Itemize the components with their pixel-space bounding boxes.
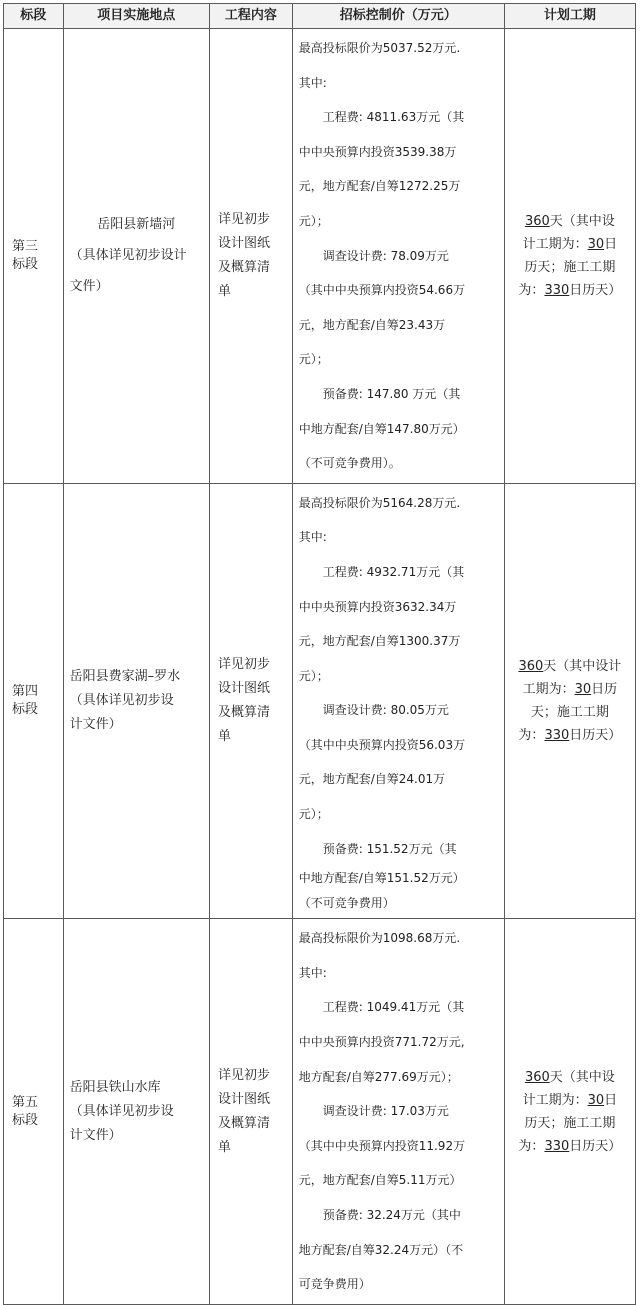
price-line: 元）；	[298, 807, 329, 822]
segment-line: 第四	[12, 683, 39, 699]
price-line: 元，地方配套/自筹1300.37万	[298, 634, 461, 649]
work-line: 单	[217, 283, 231, 299]
price-line: 元）；	[298, 213, 329, 228]
location-line: 岳阳县铁山水库	[69, 1079, 161, 1095]
header-control-price: 招标控制价（万元）	[292, 4, 504, 29]
header-location: 项目实施地点	[63, 4, 209, 29]
price-line: 最高投标限价为5164.28万元.	[298, 495, 461, 510]
price-line: 预备费: 151.52万元（其	[322, 841, 457, 856]
build-days: 330	[544, 1138, 570, 1154]
header-work-content: 工程内容	[209, 4, 292, 29]
work-line: 单	[217, 1139, 231, 1155]
work-line: 设计图纸	[217, 235, 270, 251]
schedule-text: 日历天）	[569, 727, 622, 743]
price-line: 元，地方配套/自筹24.01万	[298, 772, 446, 787]
segment-line: 标段	[12, 701, 39, 717]
segment-cell	[4, 919, 64, 1305]
work-line: 单	[217, 728, 231, 744]
segment-line: 第五	[12, 1094, 39, 1110]
schedule-text: 工期为：	[522, 681, 575, 697]
price-line: 中中央预算内投资3539.38万	[298, 144, 457, 159]
price-line: 调查设计费: 78.09万元	[322, 248, 449, 263]
build-days: 330	[544, 727, 570, 743]
price-line: 元，地方配套/自筹23.43万	[298, 317, 446, 332]
location-line: 文件）	[69, 279, 109, 295]
price-line: 调查设计费: 80.05万元	[322, 703, 449, 718]
location-line: （具体详见初步设计	[69, 248, 187, 264]
schedule-cell	[504, 29, 635, 484]
schedule-text: 天；施工工期	[530, 704, 609, 720]
schedule-text: 为：	[518, 727, 545, 743]
header-segment: 标段	[4, 4, 64, 29]
segment-cell	[4, 29, 64, 484]
price-line: 可竞争费用）	[298, 1277, 371, 1292]
work-content-cell	[209, 919, 292, 1305]
total-days: 360	[524, 213, 550, 229]
price-line: （不可竞争费用）	[298, 896, 395, 911]
build-days: 330	[544, 282, 570, 298]
work-line: 设计图纸	[217, 680, 270, 696]
work-content-cell	[209, 483, 292, 919]
price-line: 工程费: 4811.63万元（其	[322, 110, 465, 125]
schedule-cell	[504, 919, 635, 1305]
schedule-text: 日	[604, 1092, 618, 1108]
price-line: 其中:	[298, 530, 327, 545]
design-days: 30	[587, 236, 605, 252]
location-line: 计文件）	[69, 716, 122, 732]
table-row	[4, 483, 636, 919]
work-content-cell	[209, 29, 292, 484]
location-line: 岳阳县新墙河	[97, 217, 176, 233]
schedule-text: 计工期为：	[522, 1092, 588, 1108]
price-line: 预备费: 147.80 万元（其	[322, 386, 461, 401]
price-line: 中中央预算内投资771.72万元,	[298, 1035, 465, 1050]
location-line: 计文件）	[69, 1127, 122, 1143]
price-cell	[292, 29, 504, 484]
price-line: 元）；	[298, 668, 329, 683]
bid-sections-table	[3, 3, 636, 1305]
total-days: 360	[518, 658, 544, 674]
table-header-row	[4, 4, 636, 29]
price-line: 工程费: 1049.41万元（其	[322, 1000, 465, 1015]
price-line: （其中中央预算内投资11.92万	[298, 1138, 466, 1153]
segment-line: 标段	[12, 256, 39, 272]
price-line: 中地方配套/自筹151.52万元）	[298, 871, 465, 886]
segment-line: 第三	[12, 238, 39, 254]
price-line: 元，地方配套/自筹1272.25万	[298, 179, 461, 194]
price-line: 中地方配套/自筹147.80万元）	[298, 421, 465, 436]
segment-line: 标段	[12, 1112, 39, 1128]
price-line: 元，地方配套/自筹5.11万元）	[298, 1173, 462, 1188]
price-line: （其中中央预算内投资56.03万	[298, 737, 466, 752]
table-row	[4, 919, 636, 1305]
schedule-text: 日	[604, 236, 618, 252]
price-line: （不可竞争费用）。	[298, 456, 401, 471]
segment-cell	[4, 483, 64, 919]
work-line: 详见初步	[217, 1067, 270, 1083]
schedule-text: 为：	[518, 1138, 545, 1154]
table-row	[4, 29, 636, 484]
price-line: 最高投标限价为1098.68万元.	[298, 931, 461, 946]
price-line: 地方配套/自筹277.69万元）；	[298, 1069, 459, 1084]
price-line: 调查设计费: 17.03万元	[322, 1104, 449, 1119]
location-line: （具体详见初步设	[69, 1103, 174, 1119]
schedule-text: 日历天）	[569, 282, 622, 298]
price-line: （其中中央预算内投资54.66万	[298, 283, 466, 298]
schedule-text: 天（其中设	[549, 1069, 615, 1085]
work-line: 及概算清	[217, 259, 270, 275]
location-line: 岳阳县费家湖–罗水	[69, 668, 181, 684]
work-line: 及概算清	[217, 1115, 270, 1131]
header-schedule: 计划工期	[504, 4, 635, 29]
work-line: 详见初步	[217, 656, 270, 672]
schedule-text: 历天；施工工期	[524, 1115, 616, 1131]
price-line: 工程费: 4932.71万元（其	[322, 564, 465, 579]
schedule-text: 日历	[591, 681, 618, 697]
work-line: 设计图纸	[217, 1091, 270, 1107]
schedule-text: 为：	[518, 282, 545, 298]
schedule-text: 日历天）	[569, 1138, 622, 1154]
design-days: 30	[574, 681, 592, 697]
work-line: 及概算清	[217, 704, 270, 720]
price-line: 其中:	[298, 965, 327, 980]
schedule-text: 天（其中设	[549, 213, 615, 229]
location-cell	[63, 29, 209, 484]
location-cell	[63, 483, 209, 919]
schedule-text: 计工期为：	[522, 236, 588, 252]
price-line: 中中央预算内投资3632.34万	[298, 599, 457, 614]
design-days: 30	[587, 1092, 605, 1108]
price-cell	[292, 919, 504, 1305]
price-line: 元）；	[298, 352, 329, 367]
price-cell	[292, 483, 504, 919]
price-line: 地方配套/自筹32.24万元）（不	[298, 1242, 464, 1257]
price-line: 最高投标限价为5037.52万元.	[298, 41, 461, 55]
location-cell	[63, 919, 209, 1305]
price-line: 其中:	[298, 75, 327, 90]
schedule-text: 历天；施工工期	[524, 259, 616, 275]
location-line: （具体详见初步设	[69, 692, 174, 708]
work-line: 详见初步	[217, 211, 270, 227]
schedule-text: 天（其中设计	[543, 658, 622, 674]
price-line: 预备费: 32.24万元（其中	[322, 1208, 461, 1222]
schedule-cell	[504, 483, 635, 919]
total-days: 360	[524, 1069, 550, 1085]
